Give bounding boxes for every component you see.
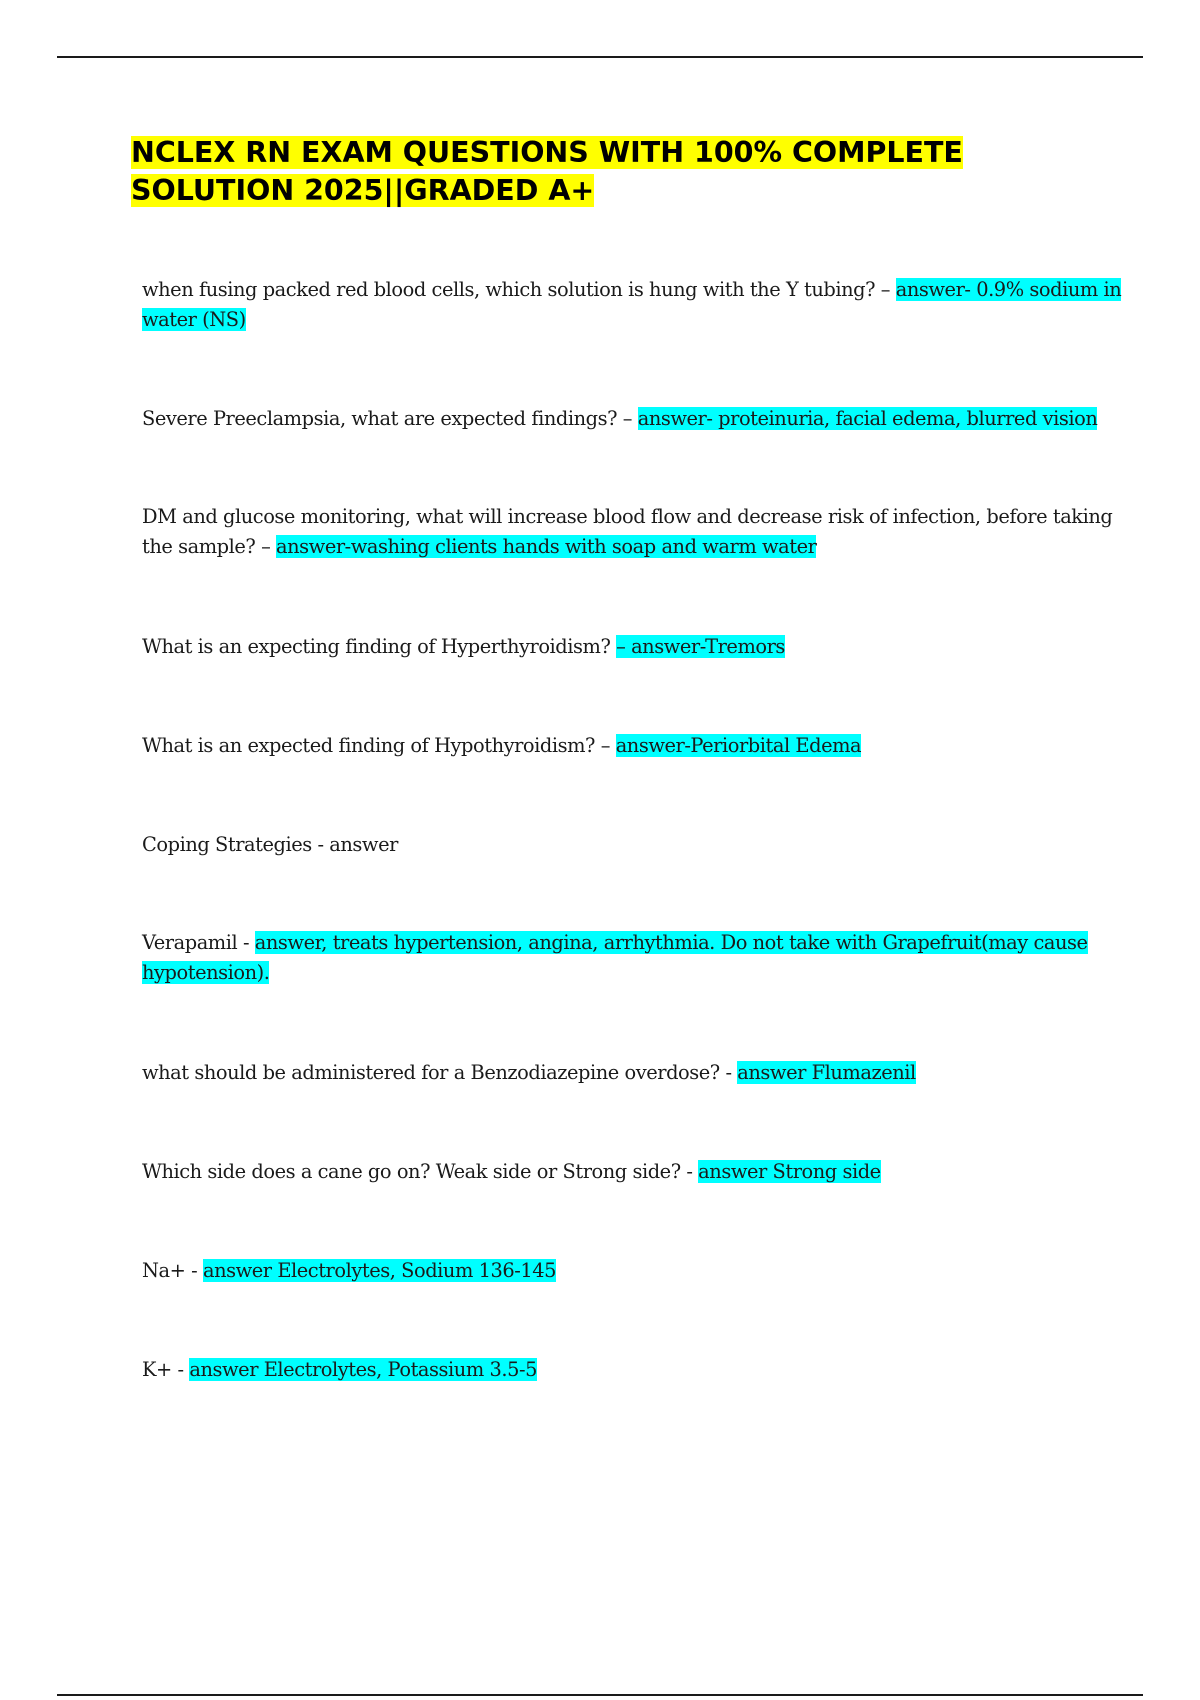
question-text: What is an expecting finding of Hyperthyroidism? <box>142 635 617 658</box>
title-highlight: NCLEX RN EXAM QUESTIONS WITH 100% COMPLETE SOLUTION 2025||GRADED A+ <box>131 136 963 207</box>
question-text: when fusing packed red blood cells, which solution is hung with the Y tubing? – <box>142 278 896 301</box>
answer-highlight: answer- proteinuria, facial edema, blurred vision <box>637 407 1098 430</box>
question-text: Coping Strategies - answer <box>142 833 398 856</box>
qa-item <box>142 731 1142 761</box>
qa-item <box>142 1058 1142 1088</box>
answer-highlight: answer Electrolytes, Sodium 136-145 <box>202 1259 557 1282</box>
answer-highlight: answer-washing clients hands with soap and warm water <box>276 535 817 558</box>
question-text: K+ - <box>142 1358 190 1381</box>
answer-highlight: answer, treats hypertension, angina, arrhythmia. Do not take with Grapefruit(may cause hypotension). <box>142 931 1088 984</box>
question-text: what should be administered for a Benzodiazepine overdose? - <box>142 1061 738 1084</box>
qa-item <box>142 1256 1142 1286</box>
question-text: Verapamil - <box>142 931 255 954</box>
document-title <box>131 134 1091 210</box>
answer-highlight: – answer-Tremors <box>616 635 785 658</box>
qa-item <box>142 275 1142 335</box>
question-text: Na+ - <box>142 1259 203 1282</box>
answer-highlight: answer-Periorbital Edema <box>615 734 862 757</box>
qa-item <box>142 404 1142 434</box>
answer-highlight: answer Flumazenil <box>737 1061 916 1084</box>
answer-highlight: answer- 0.9% sodium in water (NS) <box>142 278 1122 331</box>
question-text: What is an expected finding of Hypothyroidism? – <box>142 734 616 757</box>
header-rule <box>57 56 1143 58</box>
qa-item <box>142 632 1142 662</box>
question-text: Which side does a cane go on? Weak side or Strong side? - <box>142 1160 699 1183</box>
footer-rule <box>57 1694 1143 1696</box>
qa-item <box>142 1355 1142 1385</box>
qa-item <box>142 502 1142 562</box>
qa-item <box>142 830 1142 860</box>
question-text: DM and glucose monitoring, what will increase blood flow and decrease risk of infection, before taking the sample? – <box>142 505 1113 558</box>
qa-item <box>142 1157 1142 1187</box>
qa-item <box>142 928 1142 988</box>
question-text: Severe Preeclampsia, what are expected findings? – <box>142 407 638 430</box>
answer-highlight: answer Strong side <box>698 1160 881 1183</box>
answer-highlight: answer Electrolytes, Potassium 3.5-5 <box>189 1358 537 1381</box>
